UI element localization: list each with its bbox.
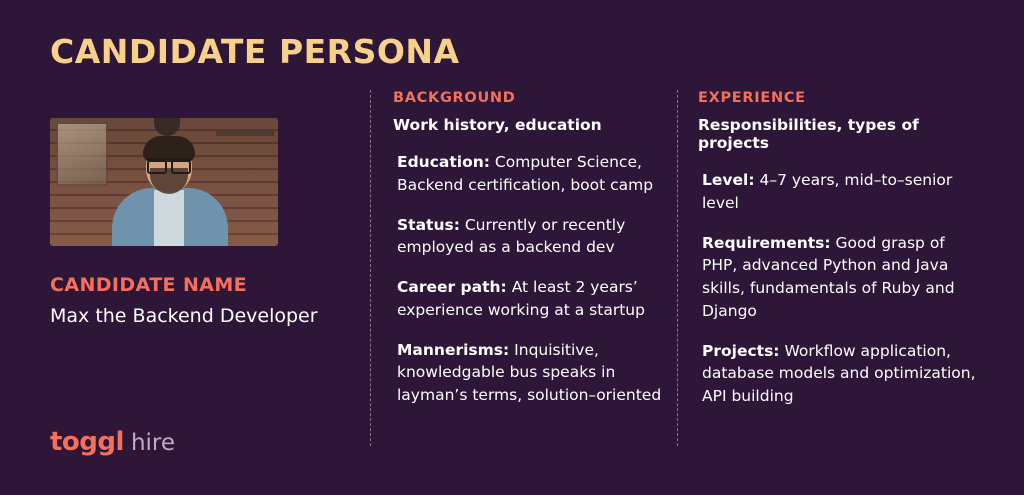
column-divider-left bbox=[370, 90, 371, 446]
entry-key: Status: bbox=[397, 215, 460, 234]
list-item bbox=[698, 169, 978, 215]
entry-key: Career path: bbox=[397, 278, 507, 297]
list-item bbox=[698, 340, 978, 408]
entry-value: Inquisitive, knowledgable bus speaks in layman’s terms, solution–oriented bbox=[397, 340, 662, 405]
list-item bbox=[698, 232, 978, 323]
list-item bbox=[393, 276, 665, 322]
entry-key: Level: bbox=[702, 171, 755, 189]
entry-value: Good grasp of PHP, advanced Python and Java skills, fundamentals of Ruby and Django bbox=[702, 233, 955, 320]
entry-value: Workflow application, database models and optimization, API building bbox=[702, 341, 976, 406]
entry-key: Requirements: bbox=[702, 233, 831, 252]
column-background bbox=[393, 90, 665, 407]
column-subheading-experience: Responsibilities, types of projects bbox=[698, 116, 919, 152]
candidate-panel bbox=[50, 118, 340, 327]
candidate-name-value: Max the Backend Developer bbox=[50, 305, 318, 327]
column-subheading-background: Work history, education bbox=[393, 116, 602, 134]
entry-value: Computer Science, Backend certification, boot camp bbox=[397, 153, 654, 194]
entry-value: Currently or recently employed as a backend dev bbox=[397, 215, 626, 257]
candidate-name-label: CANDIDATE NAME bbox=[50, 274, 248, 296]
column-divider-right bbox=[677, 90, 678, 446]
logo-hire-text: hire bbox=[130, 430, 176, 456]
page-title: CANDIDATE PERSONA bbox=[50, 32, 460, 71]
list-item bbox=[393, 214, 665, 260]
shelf-icon bbox=[216, 130, 274, 136]
list-item bbox=[393, 151, 665, 197]
entry-key: Education: bbox=[397, 153, 490, 171]
entry-value: 4–7 years, mid–to–senior level bbox=[702, 171, 953, 212]
person-shirt bbox=[154, 190, 184, 246]
window-icon bbox=[56, 122, 108, 186]
glasses-icon bbox=[147, 158, 191, 170]
column-experience bbox=[698, 90, 978, 408]
column-heading-experience: EXPERIENCE bbox=[698, 90, 806, 106]
candidate-photo bbox=[50, 118, 278, 246]
column-heading-background: BACKGROUND bbox=[393, 90, 516, 106]
entry-key: Mannerisms: bbox=[397, 340, 510, 359]
entry-value: At least 2 years’ experience working at a startup bbox=[397, 278, 645, 319]
logo-toggl-text: toggl bbox=[50, 427, 124, 457]
toggl-hire-logo bbox=[50, 427, 175, 457]
entry-key: Projects: bbox=[702, 341, 780, 360]
list-item bbox=[393, 339, 665, 407]
